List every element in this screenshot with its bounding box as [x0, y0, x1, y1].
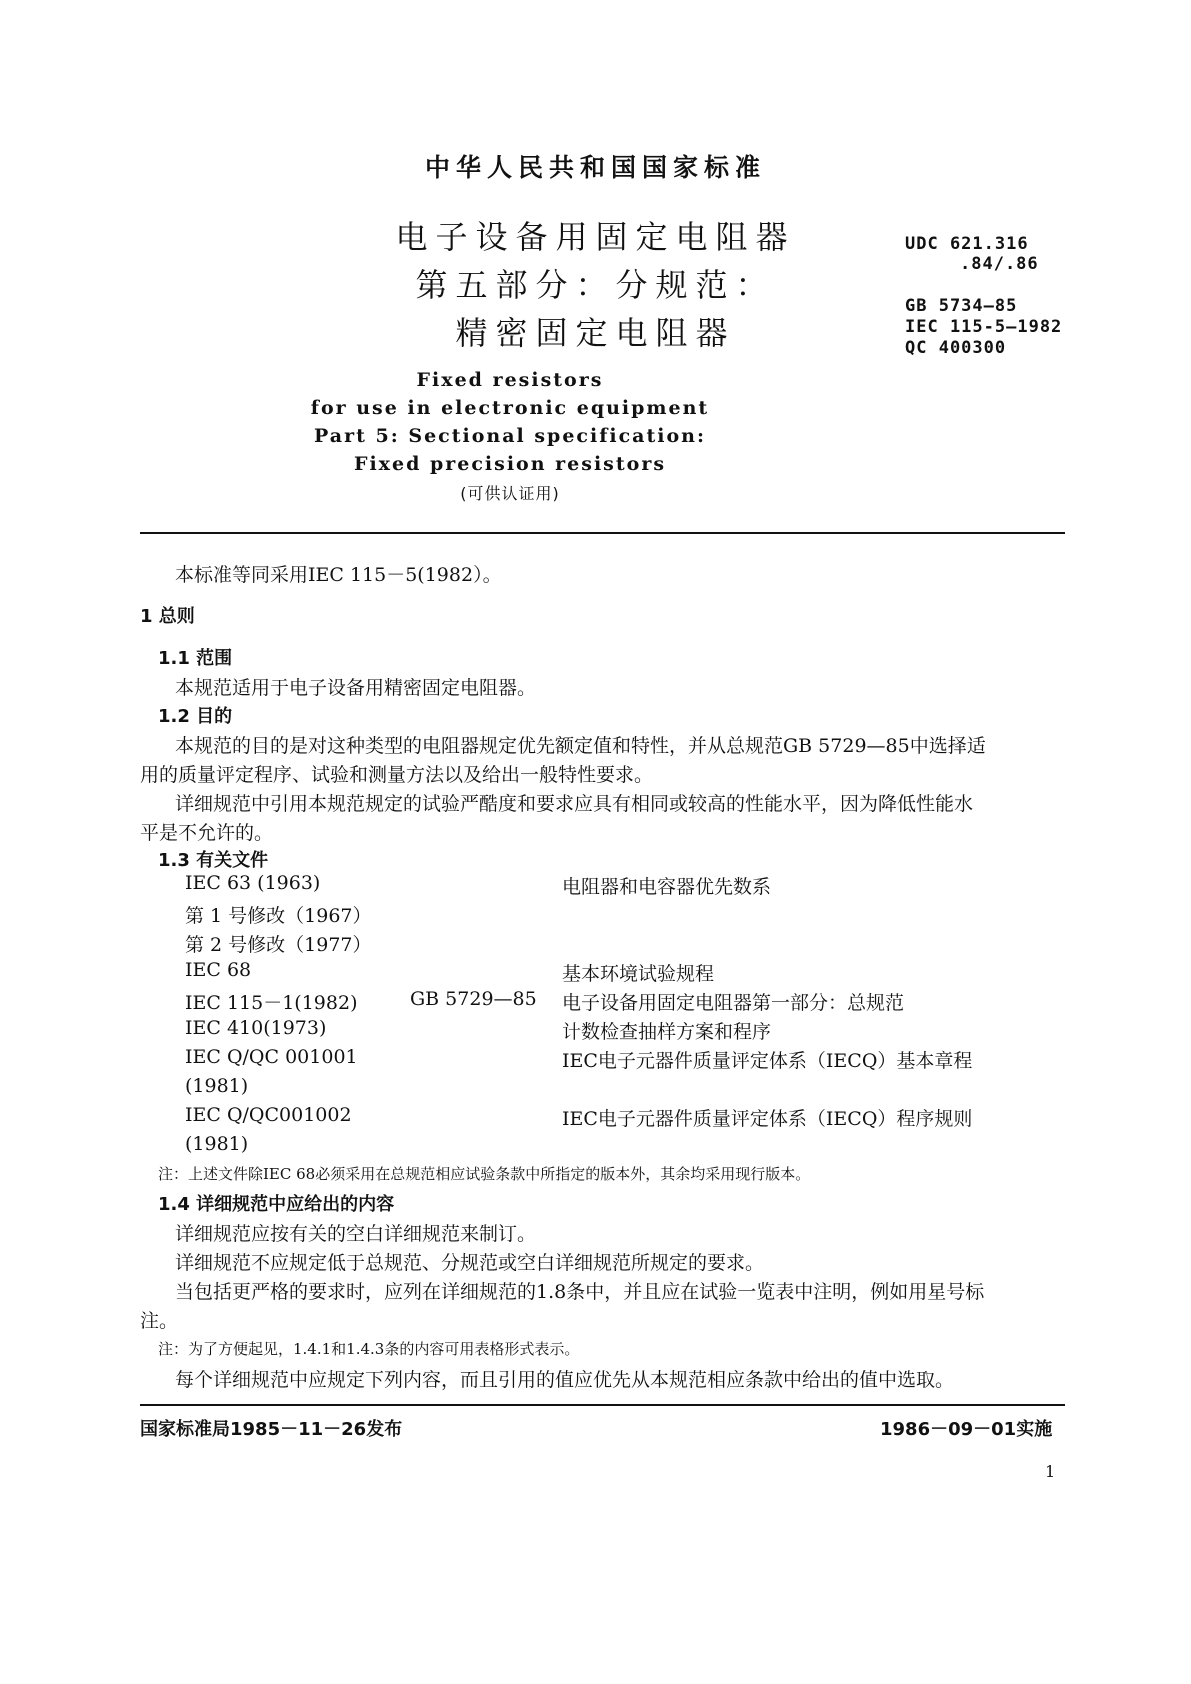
section-1-1-text: 本规范适用于电子设备用精密固定电阻器。: [175, 677, 537, 699]
reference-2-code: 第 1 号修改（1967）: [185, 905, 372, 927]
effective-date: 1986－09－01实施: [880, 1419, 1053, 1440]
title-zh-line-1: 电子设备用固定电阻器: [395, 218, 796, 256]
reference-note: 注：上述文件除IEC 68必须采用在总规范相应试验条款中所指定的版本外，其余均采用现行版本。: [158, 1165, 811, 1183]
reference-7-code: IEC Q/QC 001001: [185, 1046, 358, 1068]
section-1-4-para-3b: 注。: [140, 1310, 179, 1332]
section-1-2-para-1a: 本规范的目的是对这种类型的电阻器规定优先额定值和特性，并从总规范GB 5729—85中选择适: [175, 735, 986, 757]
section-1-2-para-1b: 用的质量评定程序、试验和测量方法以及给出一般特性要求。: [140, 764, 654, 786]
title-en-line-4: Fixed precision resistors: [353, 453, 667, 475]
reference-3-code: 第 2 号修改（1977）: [185, 934, 372, 956]
section-1-2-para-2b: 平是不允许的。: [140, 822, 274, 844]
title-en-line-3: Part 5: Sectional specification:: [314, 425, 706, 447]
reference-8-title: IEC电子元器件质量评定体系（IECQ）程序规则: [562, 1108, 973, 1130]
title-en-line-1: Fixed resistors: [416, 369, 604, 391]
reference-1-code: IEC 63 (1963): [185, 872, 321, 894]
issued-date: 国家标准局1985－11－26发布: [140, 1419, 403, 1440]
certification-note: (可供认证用): [460, 484, 560, 503]
reference-1-title: 电阻器和电容器优先数系: [562, 876, 772, 898]
reference-5-code: IEC 115－1(1982): [185, 992, 358, 1014]
section-1-4-note: 注：为了方便起见，1.4.1和1.4.3条的内容可用表格形式表示。: [158, 1340, 580, 1358]
udc-line-2: .84/.86: [960, 254, 1039, 274]
reference-6-code: IEC 410(1973): [185, 1017, 327, 1039]
section-1-4-para-2: 详细规范不应规定低于总规范、分规范或空白详细规范所规定的要求。: [175, 1252, 765, 1274]
title-zh-line-3: 精密固定电阻器: [455, 314, 736, 352]
reference-5-gb: GB 5729—85: [410, 988, 537, 1010]
reference-8-year: (1981): [185, 1133, 249, 1155]
reference-5-title: 电子设备用固定电阻器第一部分：总规范: [562, 992, 905, 1014]
national-standard-heading: 中华人民共和国国家标准: [424, 153, 766, 182]
qc-code: QC 400300: [905, 338, 1007, 358]
section-1-4-para-3a: 当包括更严格的要求时，应列在详细规范的1.8条中，并且应在试验一览表中注明，例如用星号标: [175, 1281, 985, 1303]
title-zh-line-2: 第五部分：分规范：: [415, 266, 776, 304]
reference-4-code: IEC 68: [185, 959, 252, 981]
section-1-4-para-1: 详细规范应按有关的空白详细规范来制订。: [175, 1223, 537, 1245]
section-1-4-heading: 1.4 详细规范中应给出的内容: [158, 1194, 395, 1215]
section-1-2-heading: 1.2 目的: [158, 706, 233, 727]
udc-line-1: UDC 621.316: [905, 234, 1029, 254]
reference-8-code: IEC Q/QC001002: [185, 1104, 352, 1126]
title-en-line-2: for use in electronic equipment: [310, 397, 710, 419]
section-1-4-para-4: 每个详细规范中应规定下列内容，而且引用的值应优先从本规范相应条款中给出的值中选取。: [175, 1369, 955, 1391]
intro-text: 本标准等同采用IEC 115－5(1982）。: [175, 564, 502, 586]
gb-code: GB 5734—85: [905, 296, 1018, 316]
reference-6-title: 计数检查抽样方案和程序: [562, 1021, 772, 1043]
reference-4-title: 基本环境试验规程: [562, 963, 715, 985]
reference-7-year: (1981): [185, 1075, 249, 1097]
header-divider: [140, 532, 1065, 534]
iec-code: IEC 115-5—1982: [905, 317, 1063, 337]
reference-7-title: IEC电子元器件质量评定体系（IECQ）基本章程: [562, 1050, 973, 1072]
page-number: 1: [1045, 1462, 1056, 1481]
footer-divider: [140, 1404, 1065, 1406]
section-1-3-heading: 1.3 有关文件: [158, 850, 269, 871]
section-1-2-para-2a: 详细规范中引用本规范规定的试验严酷度和要求应具有相同或较高的性能水平，因为降低性能水: [175, 793, 974, 815]
section-1-1-heading: 1.1 范围: [158, 648, 233, 669]
section-1-heading: 1 总则: [140, 606, 195, 627]
